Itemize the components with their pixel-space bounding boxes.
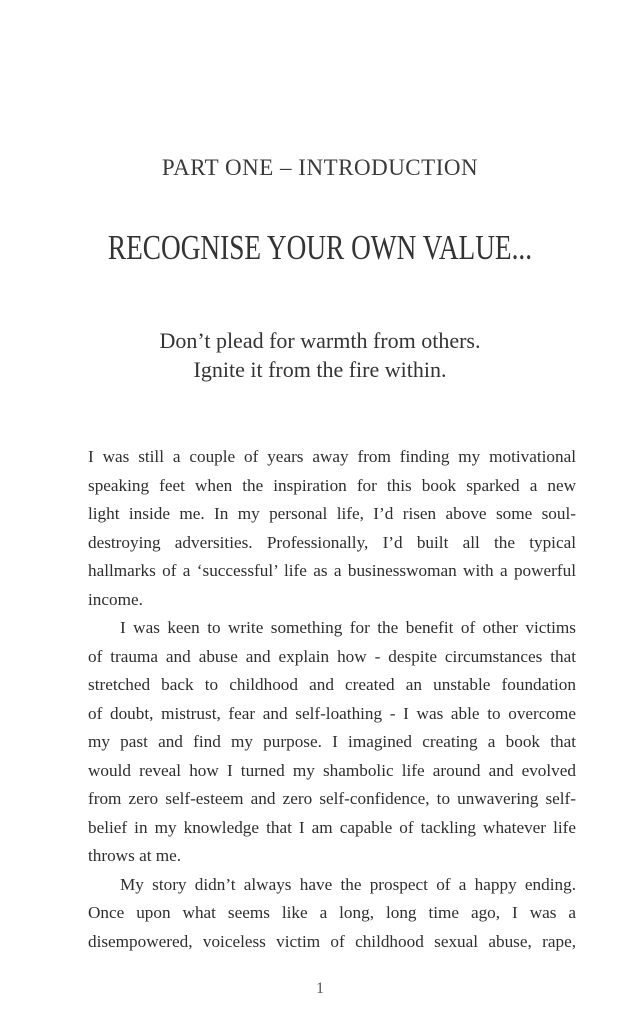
text-line: throws at me.	[88, 846, 182, 865]
text-line: disempowered, voiceless victim of childhood sexual abuse, rape,	[88, 931, 576, 951]
text-line: income.	[88, 589, 143, 609]
text-line: destroying adversities. Professionally, I’d built all the typical	[88, 532, 576, 552]
epigraph	[0, 326, 640, 384]
epigraph-line: Don’t plead for warmth from others.	[159, 328, 481, 353]
page-number: 1	[316, 980, 324, 997]
text-line: of trauma and abuse and explain how - despite circumstances that	[88, 646, 576, 666]
part-heading: PART ONE – INTRODUCTION	[161, 155, 479, 180]
text-line: would reveal how I turned my shambolic life around and evolved	[88, 760, 576, 780]
paragraph	[88, 871, 576, 957]
text-line: I was keen to write something for the benefit of other victims	[120, 618, 576, 637]
text-line: light inside me. In my personal life, I’d risen above some soul-	[88, 504, 576, 523]
text-line: speaking feet when the inspiration for this book sparked a new	[88, 475, 576, 495]
epigraph-line: Ignite it from the fire within.	[193, 357, 447, 382]
body-text	[88, 443, 576, 956]
text-line: of doubt, mistrust, fear and self-loathing - I was able to overcome	[88, 703, 576, 723]
text-line: my past and find my purpose. I imagined creating a book that	[88, 732, 576, 751]
text-line: from zero self-esteem and zero self-confidence, to unwavering self-	[88, 789, 576, 808]
text-line: Once upon what seems like a long, long time ago, I was a	[88, 903, 576, 922]
paragraph	[88, 614, 576, 871]
text-line: stretched back to childhood and created an unstable foundation	[88, 675, 576, 694]
text-line: hallmarks of a ‘successful’ life as a businesswoman with a powerful	[88, 561, 576, 580]
chapter-title: RECOGNISE YOUR OWN VALUE...	[107, 228, 533, 267]
paragraph	[88, 443, 576, 614]
text-line: I was still a couple of years away from finding my motivational	[88, 447, 576, 466]
text-line: My story didn’t always have the prospect of a happy ending.	[120, 874, 576, 894]
text-line: belief in my knowledge that I am capable of tackling whatever life	[88, 817, 576, 837]
